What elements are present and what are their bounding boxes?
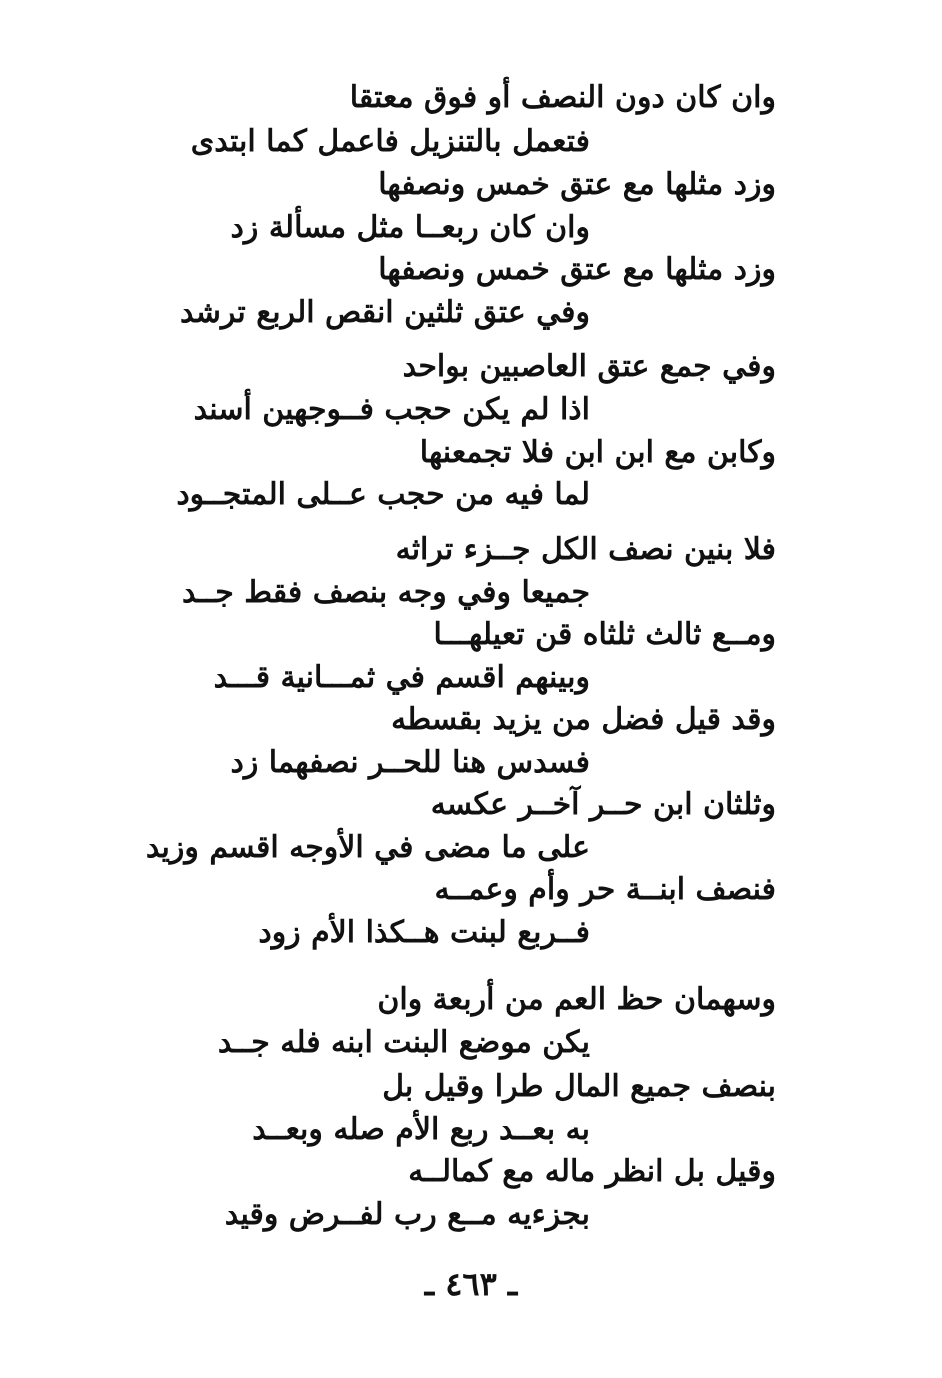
verse-10-first-hemistich: فنصف ابنــة حر وأم وعمــه bbox=[434, 872, 776, 907]
verse-3-second-hemistich: وفي عتق ثلثين انقص الربع ترشد bbox=[180, 295, 590, 330]
verse-11-second-hemistich: يكن موضع البنت ابنه فله جــد bbox=[217, 1025, 590, 1060]
verse-3-first-hemistich: وزد مثلها مع عتق خمس ونصفها bbox=[378, 252, 776, 287]
verse-8-second-hemistich: فسدس هنا للحــر نصفهما زد bbox=[230, 745, 590, 780]
verse-5-first-hemistich: وكابن مع ابن ابن فلا تجمعنها bbox=[419, 435, 776, 470]
page-number: ـ ٤٦٣ ـ bbox=[424, 1265, 518, 1303]
verse-11-first-hemistich: وسهمان حظ العم من أربعة وان bbox=[377, 982, 776, 1017]
verse-9-second-hemistich: على ما مضى في الأوجه اقسم وزيد bbox=[145, 830, 590, 865]
verse-2-first-hemistich: وزد مثلها مع عتق خمس ونصفها bbox=[378, 167, 776, 202]
verse-13-second-hemistich: بجزءيه مــع رب لفــرض وقيد bbox=[224, 1197, 590, 1232]
verse-7-second-hemistich: وبينهم اقسم في ثمـــانية قـــد bbox=[213, 660, 590, 695]
verse-5-second-hemistich: لما فيه من حجب عــلى المتجــود bbox=[176, 477, 590, 512]
verse-9-first-hemistich: وثلثان ابن حــر آخــر عكسه bbox=[430, 787, 776, 822]
verse-10-second-hemistich: فــربع لبنت هــكذا الأم زود bbox=[258, 915, 590, 950]
verse-13-first-hemistich: وقيل بل انظر ماله مع كمالــه bbox=[408, 1154, 776, 1189]
verse-6-second-hemistich: جميعا وفي وجه بنصف فقط جــد bbox=[181, 575, 590, 610]
verse-1-first-hemistich: وان كان دون النصف أو فوق معتقا bbox=[349, 80, 776, 115]
verse-8-first-hemistich: وقد قيل فضل من يزيد بقسطه bbox=[391, 702, 776, 737]
verse-2-second-hemistich: وان كان ربعــا مثل مسألة زد bbox=[230, 210, 590, 245]
verse-4-second-hemistich: اذا لم يكن حجب فــوجهين أسند bbox=[193, 392, 590, 427]
verse-4-first-hemistich: وفي جمع عتق العاصبين بواحد bbox=[402, 349, 776, 384]
verse-12-second-hemistich: به بعــد ربع الأم صله وبعــد bbox=[252, 1112, 590, 1147]
verse-6-first-hemistich: فلا بنين نصف الكل جــزء تراثه bbox=[395, 532, 776, 567]
verse-1-second-hemistich: فتعمل بالتنزيل فاعمل كما ابتدى bbox=[190, 124, 590, 159]
verse-12-first-hemistich: بنصف جميع المال طرا وقيل بل bbox=[382, 1069, 776, 1104]
verse-7-first-hemistich: ومــع ثالث ثلثاه قن تعيلهـــا bbox=[433, 617, 776, 652]
